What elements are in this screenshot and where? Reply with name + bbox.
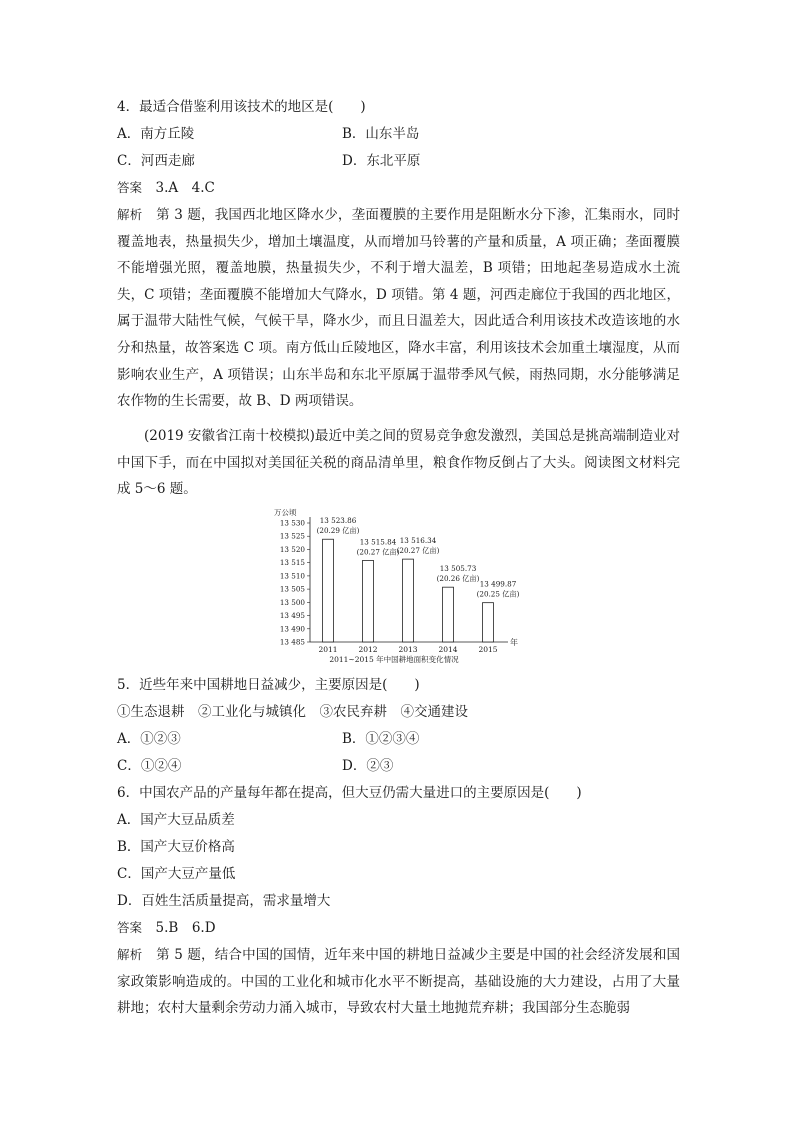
chart-x-tick-label: 2013 <box>398 645 418 654</box>
question-6-option-b: B．国产大豆价格高 <box>117 839 235 855</box>
chart-y-tick-label: 13 525 <box>279 531 305 541</box>
question-5-stem: 5．近些年来中国耕地日益减少，主要原因是( ) <box>117 677 420 693</box>
explanation-text: 第 3 题，我国西北地区降水少，垄面覆膜的主要作用是阻断水分下渗，汇集雨水，同时覆盖地表，热量损失少，增加土壤温度，从而增加马铃薯的产量和质量，A 项正确；垄面覆膜不能增强光照，覆盖地膜，热量损失少，不利于增大温差，B 项错；田地起垄易造成水土流失，C 项错；垄面覆膜不能增加大气降水，D 项错。第 4 题，河西走廊位于我国的西北地区，属于温带大陆性气候，气候干旱，降水少，而且日温差大，因此适合利用该技术改造该地的水分和热量，故答案选 C 项。南方低山丘陵地区，降水丰富，利用该技术会加重土壤湿度，从而影响农业生产，A 项错误；山东半岛和东北平原属于温带季风气候，雨热同期，水分能够满足农作物的生长需要，故 B、D 两项错误。 <box>117 207 681 410</box>
chart-x-tick-label: 2012 <box>358 645 378 654</box>
material-intro: (2019 安徽省江南十校模拟)最近中美之间的贸易竞争愈发激烈，美国总是挑高端制造业对中国下手，而在中国拟对美国征关税的商品清单里，粮食作物反倒占了大头。阅读图文材料完成 5～6 题。 <box>117 428 680 498</box>
chart-data-label: 13 516.34 <box>399 536 437 546</box>
chart-x-unit: 年 <box>510 638 518 647</box>
chart-x-labels <box>318 645 497 654</box>
chart-data-label: 13 515.84 <box>359 537 397 547</box>
answer-block-1 <box>117 178 215 198</box>
question-6-stem: 6．中国农产品的产量每年都在提高，但大豆仍需大量进口的主要原因是( ) <box>117 785 582 801</box>
chart-x-tick-label: 2015 <box>478 645 498 654</box>
answer-text: 3.A 4.C <box>155 180 215 196</box>
chart-y-tick-label: 13 510 <box>279 571 305 581</box>
chart-y-tick-label: 13 505 <box>279 584 305 594</box>
chart-x-tick-label: 2011 <box>318 645 338 654</box>
question-5-items: ①生态退耕 ②工业化与城镇化 ③农民弃耕 ④交通建设 <box>117 704 468 720</box>
explanation-1 <box>117 202 680 415</box>
question-5-option-a: A．①②③ <box>117 731 181 747</box>
explanation-label: 解析 <box>117 207 143 222</box>
chart-bars <box>317 516 520 642</box>
chart-bar <box>403 559 414 642</box>
question-4-option-d: D．东北平原 <box>342 153 421 169</box>
farmland-area-chart <box>262 505 530 667</box>
explanation-text: 第 5 题，结合中国的国情，近年来中国的耕地日益减少主要是中国的社会经济发展和国家政策影响造成的。中国的工业化和城市化水平不断提高，基础设施的大力建设，占用了大量耕地；农村大量剩余劳动力涌入城市，导致农村大量土地抛荒弃耕；我国部分生态脆弱 <box>117 947 681 1017</box>
question-4-option-b: B．山东半岛 <box>342 126 420 142</box>
chart-y-tick-label: 13 490 <box>279 624 305 634</box>
chart-data-sublabel: (20.27 亿亩) <box>356 547 400 557</box>
answer-text: 5.B 6.D <box>155 920 216 936</box>
question-4-option-a: A．南方丘陵 <box>117 126 195 142</box>
chart-title: 2011~2015 年中国耕地面积变化情况 <box>329 655 459 664</box>
chart-bar <box>443 587 454 642</box>
question-6-option-d: D．百姓生活质量提高，需求量增大 <box>117 893 331 909</box>
question-5-option-c: C．①②④ <box>117 758 182 774</box>
question-6-option-a: A．国产大豆品质差 <box>117 812 235 828</box>
chart-y-tick-label: 13 495 <box>279 611 305 621</box>
explanation-2 <box>117 942 680 1022</box>
question-4-option-c: C．河西走廊 <box>117 153 195 169</box>
chart-data-sublabel: (20.26 亿亩) <box>436 574 480 584</box>
chart-data-sublabel: (20.29 亿亩) <box>316 526 360 536</box>
chart-y-tick-label: 13 500 <box>279 597 305 607</box>
chart-data-label: 13 523.86 <box>319 516 357 526</box>
chart-y-tick-label: 13 485 <box>279 637 305 647</box>
explanation-label: 解析 <box>117 947 143 962</box>
chart-y-tick-label: 13 520 <box>279 544 305 554</box>
answer-label: 答案 <box>117 920 143 935</box>
chart-y-tick-label: 13 530 <box>279 518 305 528</box>
chart-data-sublabel: (20.27 亿亩) <box>396 546 440 556</box>
chart-bar <box>483 603 494 642</box>
chart-data-label: 13 505.73 <box>439 564 477 574</box>
chart-y-unit: 万公顷 <box>274 508 297 517</box>
question-4-stem: 4．最适合借鉴利用该技术的地区是( ) <box>117 99 366 115</box>
chart-y-tick-label: 13 515 <box>279 558 305 568</box>
chart-bar <box>323 539 334 642</box>
answer-block-2 <box>117 918 216 938</box>
question-6-option-c: C．国产大豆产量低 <box>117 866 236 882</box>
chart-data-label: 13 499.87 <box>479 579 517 589</box>
question-5-option-b: B．①②③④ <box>342 731 420 747</box>
chart-x-tick-label: 2014 <box>438 645 458 654</box>
chart-y-ticks <box>280 519 310 647</box>
answer-label: 答案 <box>117 180 143 195</box>
chart-bar <box>363 560 374 642</box>
question-5-option-d: D．②③ <box>342 758 394 774</box>
chart-data-sublabel: (20.25 亿亩) <box>476 589 520 599</box>
